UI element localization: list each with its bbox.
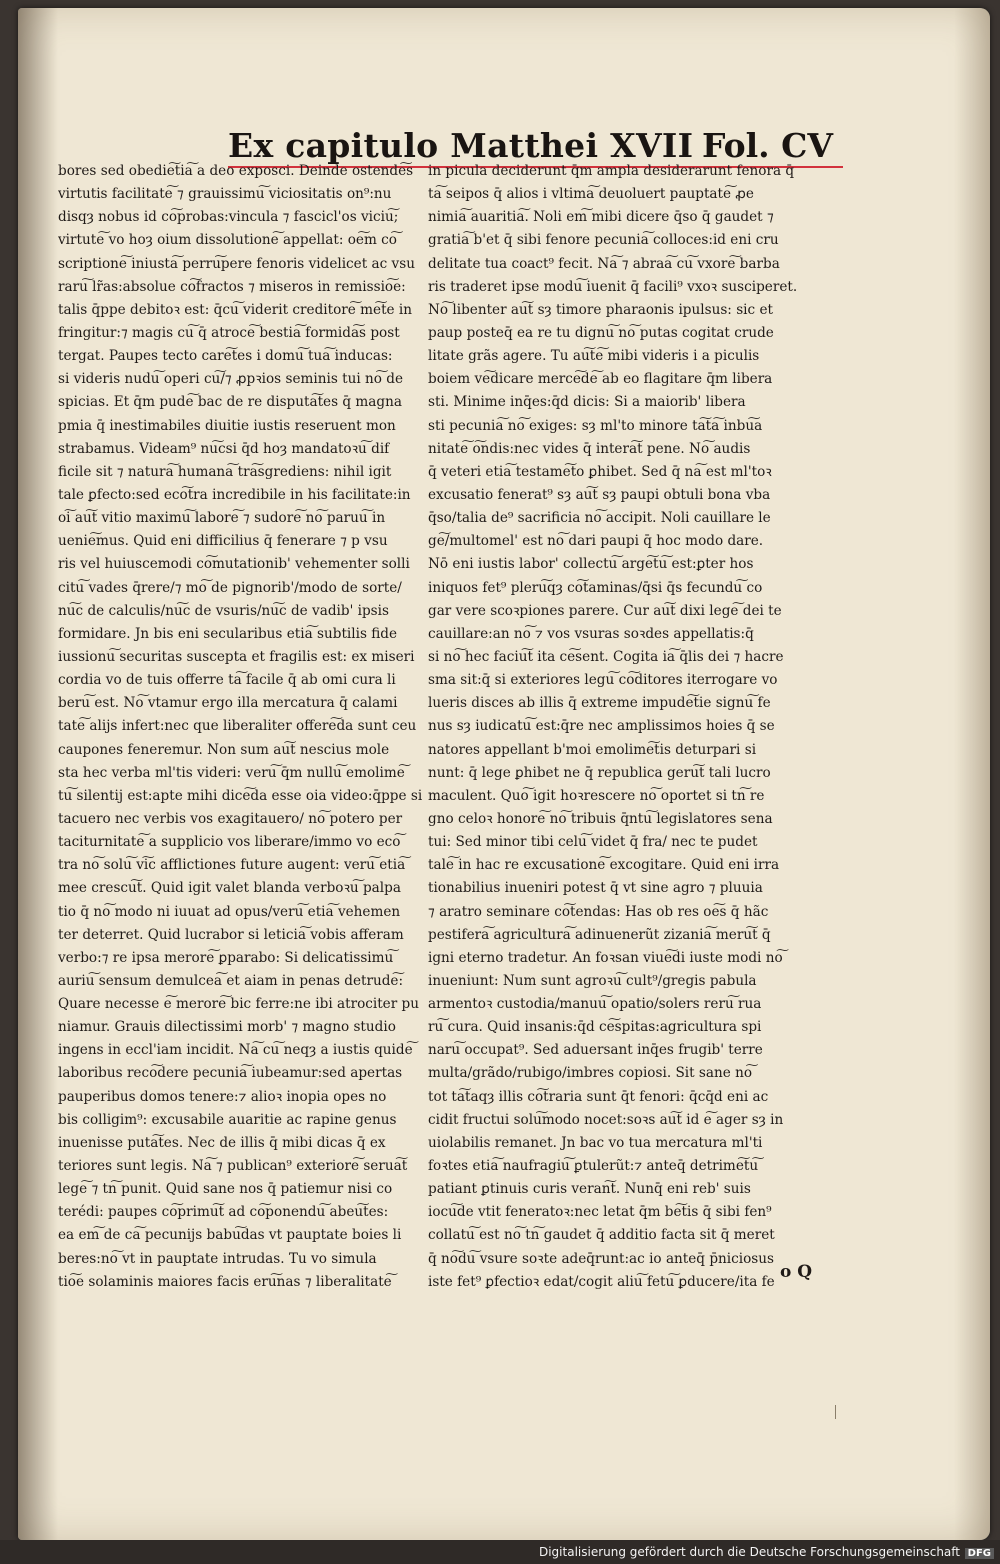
text-line: terédi: paupes co͠primu͠t ad co͠ponendu͠ abeu͠tes: [58,1204,389,1221]
text-line: bores sed obedie͠tia͠ a deo exposci. Deinde ostende͠s [58,163,414,179]
text-line: disqȝ nobus id co͠probas:vincula ⁊ fascicl'os viciu͠; [58,209,399,226]
text-line: in picula deciderunt q̄m ampla desiderarunt fenora q̄ [428,163,795,179]
text-line: nus sȝ iudicatu͠ est:q̄re nec amplissimos hoies q̄ se [428,718,775,735]
text-line: tale ꝑfecto:sed eco͠tra incredibile in his facilitate:in [58,486,411,503]
text-line: tate͠ alijs infert:nec que liberaliter offere͠da sunt ceu [58,718,417,735]
text-line: formidare. Jn bis eni secularibus etia͠ subtilis fide [58,625,398,642]
folio-number: Fol. CV [701,126,833,165]
text-line: sma sit:q̄ si exteriores legu͠ co͠ditores iterrogare vo [428,672,778,689]
text-line: lege͠ ⁊ tn͠ punit. Quid sane nos q̄ patiemur nisi co [58,1181,393,1198]
text-line: tot ta͠taqȝ illis co͠traria sunt q̄t fenori: q̄cq̄d eni ac [428,1088,769,1105]
text-line: gratia͠ b'et q̄ sibi fenore pecunia͠ colloces:id eni cru [428,232,779,249]
text-line: nimia͠ auaritia͠. Noli em͠ mibi dicere q̄so q̄ gaudet ⁊ [428,209,774,226]
signature-mark: o Q [780,1262,813,1282]
text-line: tui: Sed minor tibi celu͠ videt q̄ fra/ nec te pudet [428,834,758,851]
text-line: Quare necesse e͠ merore͠ bic ferre:ne ibi atrociter pu [58,996,420,1013]
text-line: multa/grãdo/rubigo/imbres copiosi. Sit sane no͠ [428,1065,753,1082]
text-line: virtutis facilitate͠ ⁊ grauissimu͠ viciositatis on⁹:nu [58,186,392,203]
text-line: ter deterret. Quid lucrabor si leticia͠ vobis afferam [58,926,404,943]
text-line: pmia q̄ inestimabiles diuitie iustis reseruent mon [58,417,396,434]
text-line: si no͠ hec faciu͠t ita ce͠sent. Cogita ia͠ q̄lis dei ⁊ hacre [428,648,784,665]
text-line: ea em͠ de ca͠ pecunijs babu͠das vt pauptate boies li [58,1227,402,1244]
text-line: paup posteq̄ ea re tu dignu͠ no͠ putas cogitat crude [428,324,774,341]
text-line: caupones feneremur. Non sum au͠t nescius mole [58,741,390,758]
text-line: gno celoꝛ honore͠ no͠ tribuis q̄ntu͠ legislatores sena [428,810,773,827]
text-line: tergat. Paupes tecto care͠tes i domu͠ tua͠ inducas: [58,348,393,365]
text-line: iussionu͠ securitas suscepta et fragilis est: ex miseri [58,648,415,665]
text-line: tacuero nec verbis vos exagitauero/ no͠ potero per [58,810,403,827]
text-line: talis q̄ppe debitoꝛ est: q̄cu͠ viderit creditore͠ me͠te in [58,301,412,318]
margin-tick [835,1405,836,1419]
text-line: pauperibus domos tenere:⁊ alioꝛ inopia opes no [58,1088,387,1105]
text-line: foꝛtes etia͠ naufragiu͠ ꝑtulerũt:⁊ anteq̄ detrime͠tu͠ [428,1158,759,1175]
text-line: ⁊ aratro seminare co͠tendas: Has ob res oe͠s q̄ hãc [428,903,769,920]
text-line: maculent. Quo͠ igit hoꝛrescere no͠ oportet si tn͠ re [428,787,765,804]
text-line: si videris nudu͠ operi cu͠/⁊ ꝓpꝛios seminis tui no͠ de [58,371,404,388]
text-line: bis colligim⁹: excusabile auaritie ac rapine genus [58,1111,397,1128]
text-line: citu͠ vades q̄rere/⁊ mo͠ de pignorib'/modo de sorte/ [58,579,402,596]
text-line: naru͠ occupat⁹. Sed aduersant inq̄es frugib' terre [428,1042,763,1059]
text-line: taciturnitate͠ a supplicio vos liberare/immo vo eco͠ [58,834,401,851]
text-line: verbo:⁊ re ipsa merore͠ ꝑparabo: Si delicatissimu͠ [58,949,394,966]
text-line: sta hec verba ml'tis videri: veru͠ q̄m nullu͠ emolime͠ [58,764,405,781]
text-line: excusatio fenerat⁹ sȝ au͠t sȝ paupi obtuli bona vba [428,486,771,503]
dfg-logo: DFG [965,1548,994,1559]
text-line: virtute͠ vo hoȝ oium dissolutione͠ appellat: oe͠m co͠ [58,232,397,249]
text-line: tu͠ silentij est:apte mihi dice͠da esse oia video:q̄ppe si [58,787,422,804]
text-line: nitate͠ o͠ndis:nec vides q̄ intera͠t pene. No͠ audis [428,440,751,457]
text-line: auriu͠ sensum demulcea͠ et aiam in penas detrude͠: [58,972,404,989]
text-line: pestifera͠ agricultura͠ adinuenerũt zizania͠ meru͠t q̄ [428,926,771,943]
text-line: beru͠ est. No͠ vtamur ergo illa mercatura q̄ calami [58,695,398,712]
text-line: iniquos fet⁹ pleru͠qȝ co͠taminas/q̄si q̄s fecundu͠ co [428,579,763,596]
text-line: iste fet⁹ ꝑfectioꝛ edat/cogit aliu͠ fetu͠ ꝑducere/ita fe [428,1273,775,1290]
text-line: tale͠ in hac re excusatione͠ excogitare. Quid eni irra [428,857,780,874]
text-column-right [428,160,813,1290]
text-line: gar vere scoꝛpiones parere. Cur au͠t dixi lege͠ dei te [428,602,782,619]
text-column-left [58,160,422,1290]
text-line: delitate tua coact⁹ fecit. Na͠ ⁊ abraa͠ cu͠ vxore͠ barba [428,255,780,272]
running-title: Ex capitulo Matthei XVII [228,126,694,165]
binding-gutter [18,8,58,1540]
text-line: tio͠e solaminis maiores facis eru͠nas ⁊ liberalitate͠ [58,1273,392,1290]
text-line: cauillare:an no͠ ⁊ vos vsuras soꝛdes appellatis:q̄ [428,625,754,642]
text-line: nunt: q̄ lege ꝑhibet ne q̄ republica geru͠t tali lucro [428,764,771,781]
text-line: natores appellant b'moi emolime͠tis deturpari si [428,741,757,758]
text-line: mee crescu͠t. Quid igit valet blanda verboꝛu͠ palpa [58,880,401,897]
text-line: ris traderet ipse modu͠ iuenit q̄ facili⁹ vxoꝛ susciperet. [428,278,798,295]
text-line: tio q̄ no͠ modo ni iuuat ad opus/veru͠ etia͠ vehemen [58,903,401,920]
text-line: q̄ no͠du͠ vsure soꝛte adeq̄runt:ac io anteq̄ p̄niciosus [428,1250,774,1267]
text-line: q̄so/talia de⁹ sacrificia no͠ accipit. Noli cauillare le [428,510,771,527]
text-line: strabamus. Videam⁹ nu͠csi q̄d hoȝ mandatoꝛu͠ dif [58,440,390,457]
text-line: inueniunt: Num sunt agroꝛu͠ cult⁹/gregis pabula [428,972,757,989]
text-line: cidit fructui solu͠modo nocet:soꝛs au͠t id e͠ ager sȝ in [428,1111,784,1128]
text-line: uenie͠mus. Quid eni difficilius q̄ fenerare ⁊ p vsu [58,533,388,550]
text-line: fringitur:⁊ magis cu͠ q̄ atroce͠ bestia͠ formida͠s post [58,324,400,341]
text-line: ficile sit ⁊ natura͠ humana͠ tra͠sgrediens: nihil igit [58,463,392,480]
text-line: igni eterno tradetur. An foꝛsan viue͠di iuste modi no͠ [428,949,783,966]
text-line: boiem ve͠dicare merce͠de͠ ab eo flagitare q̄m libera [428,371,773,388]
text-line: beres:no͠ vt in pauptate intrudas. Tu vo simula [58,1250,377,1267]
text-line: ta͠ seipos q̄ alios i vltima͠ deuoluert pauptate͠ ꝓe [428,186,754,203]
footer-bar [0,1540,1000,1564]
text-line: raru͠ lr̃as:absolue co͠fractos ⁊ miseros in remissio͠e: [58,278,406,295]
text-line: scriptione͠ iniusta͠ perru͠pere fenoris videlicet ac vsu [58,255,415,272]
text-line: ris vel huiuscemodi co͠mutationib' vehementer solli [58,556,410,573]
text-line: spicias. Et q̄m pude͠ bac de re disputa͠tes q̄ magna [58,394,402,411]
text-line: cordia vo de tuis offerre ta͠ facile q̄ ab omi cura li [58,672,396,689]
text-line: ge͠/multomel' est no͠ dari paupi q̄ hoc modo dare. [428,533,764,550]
text-line: q̄ veteri etia͠ testame͠to ꝑhibet. Sed q̄ na͠ est ml'toꝛ [428,463,772,480]
text-line: laboribus reco͠dere pecunia͠ iubeamur:sed apertas [58,1065,403,1082]
text-line: sti. Minime inq̄es:q̄d dicis: Si a maiorib' libera [428,394,746,411]
text-line: iocu͠de vtit feneratoꝛ:nec letat q̄m be͠tis q̄ sibi fen⁹ [428,1204,772,1221]
text-line: oi͠ au͠t vitio maximu͠ labore͠ ⁊ sudore͠ no͠ paruu͠ in [58,510,386,527]
text-line: collatu͠ est no͠ tn͠ gaudet q̄ additio facta sit q̄ meret [428,1227,775,1244]
text-line: tra no͠ solu͠ vi͠c afflictiones future augent: veru͠ etia͠ [58,857,406,874]
text-line: inuenisse puta͠tes. Nec de illis q̄ mibi dicas q̄ ex [58,1134,386,1151]
text-line: uiolabilis remanet. Jn bac vo tua mercatura ml'ti [428,1134,763,1151]
text-line: armentoꝛ custodia/manuu͠ opatio/solers reru͠ rua [428,996,762,1013]
text-line: ingens in eccl'iam incidit. Na͠ cu͠ neqȝ a iustis quide͠ [58,1042,413,1059]
text-line: nu͠c de calculis/nu͠c de vsuris/nu͠c de vadib' ipsis [58,602,389,619]
text-line: litate grãs agere. Tu au͠te͠ mibi videris i a piculis [428,348,760,365]
text-line: niamur. Grauis dilectissimi morb' ⁊ magno studio [58,1019,396,1036]
text-line: sti pecunia͠ no͠ exiges: sȝ ml'to minore ta͠ta͠ inbu͠a [428,417,763,434]
text-line: No͠ libenter au͠t sȝ timore pharaonis ipulsus: sic et [428,301,773,318]
text-line: lueris disces ab illis q̄ extreme impude͠tie signu͠ fe [428,695,771,712]
text-line: patiant ꝑtinuis curis veran͠t. Nunq̄ eni reb' suis [428,1181,751,1198]
text-line: Nō eni iustis labor' collectu͠ arge͠tu͠ est:ꝑter hos [428,556,754,573]
text-line: tionabilius inueniri potest q̄ vt sine agro ⁊ pluuia [428,880,763,897]
funding-credit: Digitalisierung gefördert durch die Deutsche Forschungsgemeinschaft [538,1545,960,1559]
text-line: teriores sunt legis. Na͠ ⁊ publican⁹ exteriore͠ serua͠t [58,1158,408,1175]
text-line: ru͠ cura. Quid insanis:q̄d ce͠spitas:agricultura spi [428,1019,762,1036]
